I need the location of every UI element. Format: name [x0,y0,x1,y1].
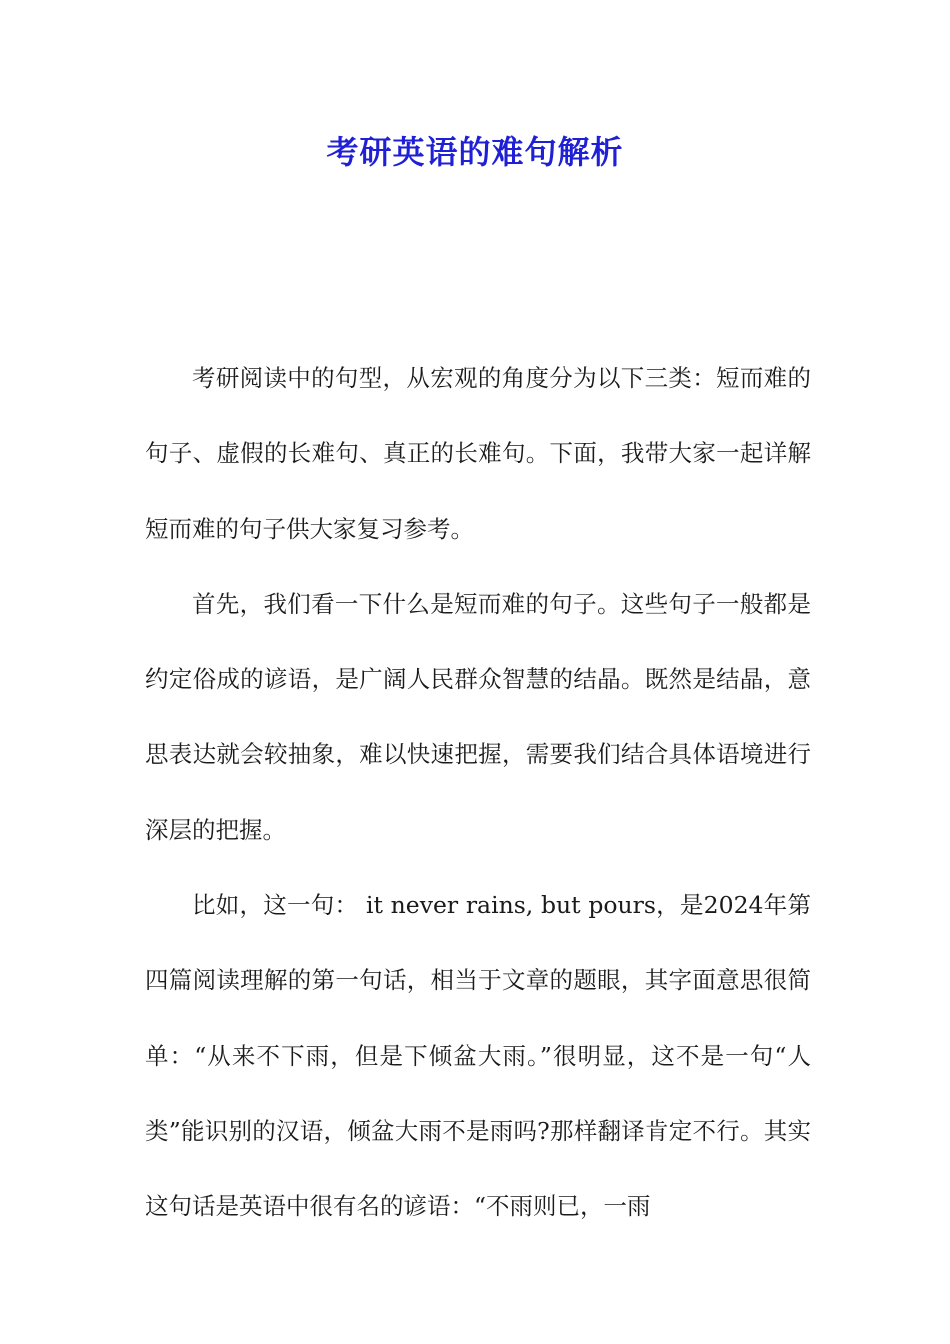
document-title: 考研英语的难句解析 [326,133,624,171]
document-body [145,341,811,1245]
paragraph-2: 首先，我们看一下什么是短而难的句子。这些句子一般都是约定俗成的谚语，是广阔人民群众智慧的结晶。既然是结晶，意思表达就会较抽象，难以快速把握，需要我们结合具体语境进行深层的把握。 [145,589,811,844]
paragraph-3: 比如，这一句： it never rains, but pours，是2024年第四篇阅读理解的第一句话，相当于文章的题眼，其字面意思很简单：“从来不下雨，但是下倾盆大雨。”很明显，这不是一句“人类”能识别的汉语，倾盆大雨不是雨吗?那样翻译肯定不行。其实这句话是英语中很有名的谚语：“不雨则已，一雨 [145,891,811,1221]
paragraph-1: 考研阅读中的句型，从宏观的角度分为以下三类：短而难的句子、虚假的长难句、真正的长难句。下面，我带大家一起详解短而难的句子供大家复习参考。 [145,364,811,543]
